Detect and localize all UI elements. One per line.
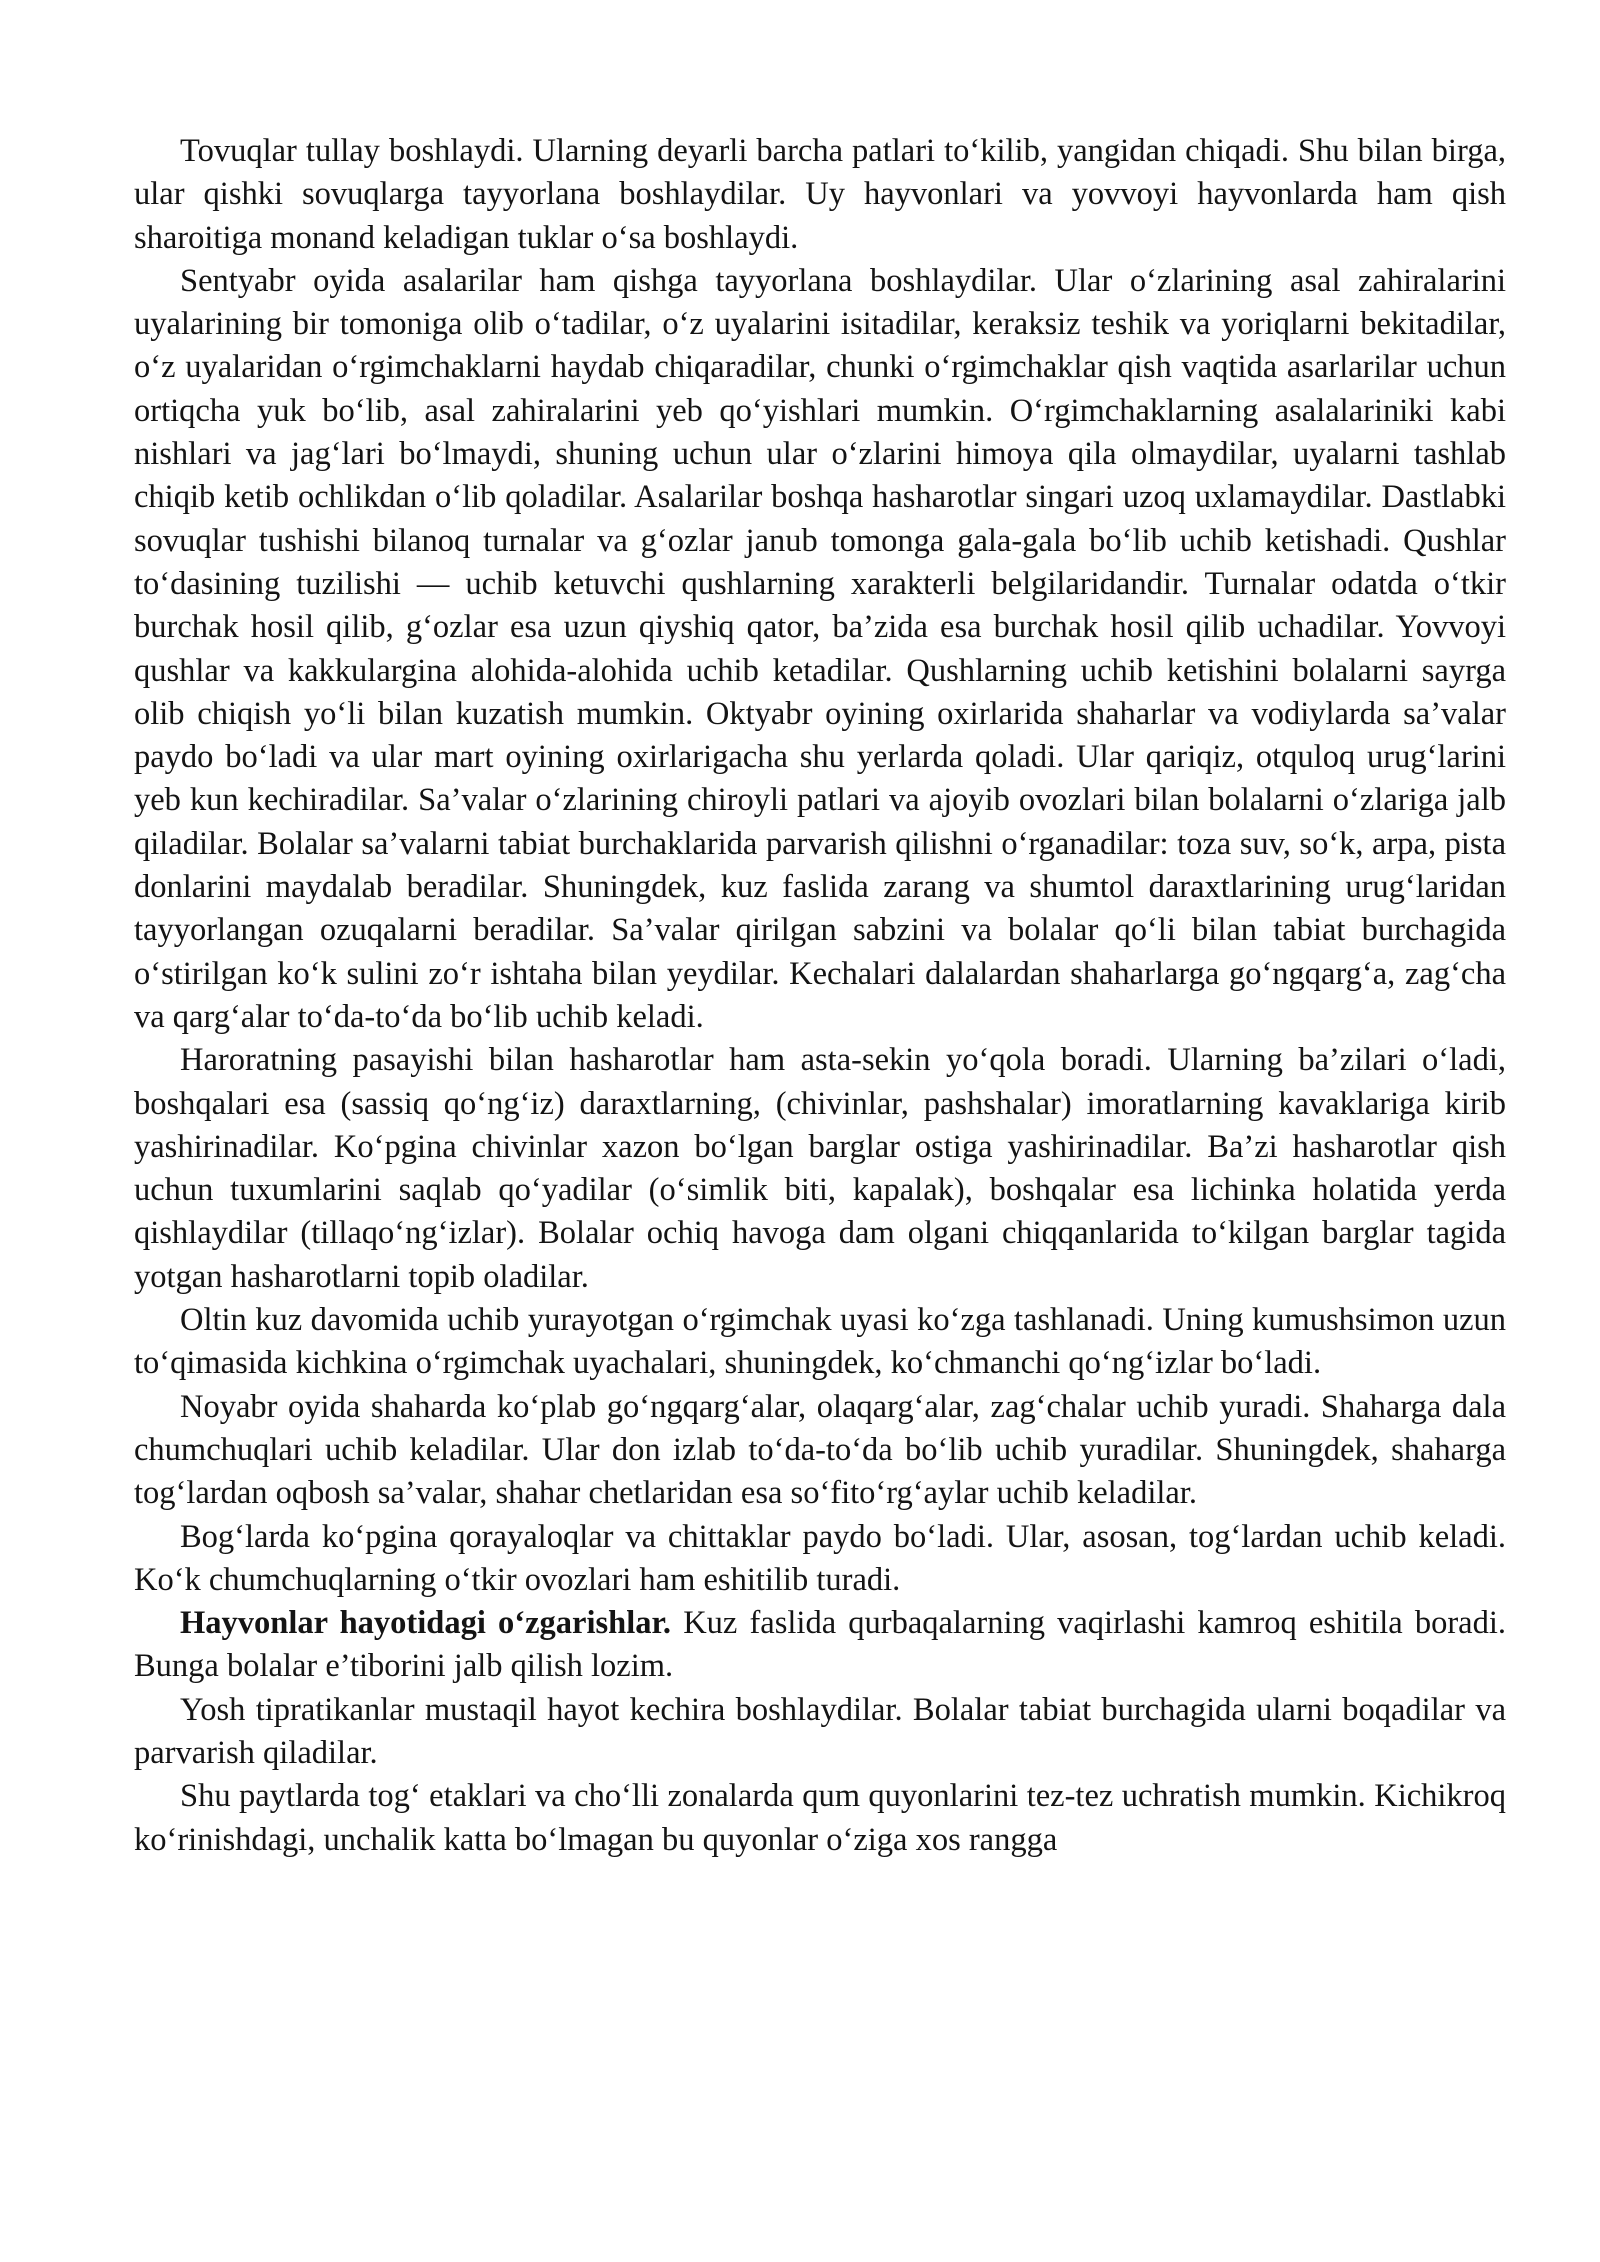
paragraph-text: Noyabr oyida shaharda ko‘plab go‘ngqarg‘alar, olaqarg‘alar, zag‘chalar uchib yuradi. Shaharga dala chumchuqlari uchib keladilar. Ular don izlab to‘da-to‘da bo‘lib uchib yuradilar. Shuningdek, shaharga tog‘lardan oqbosh sa’valar, shahar chetlaridan esa so‘fito‘rg‘aylar uchib keladilar. (134, 1388, 1506, 1512)
section-lead-heading: Hayvonlar hayotidagi o‘zgarishlar. (180, 1605, 672, 1642)
paragraph-text: Shu paytlarda tog‘ etaklari va cho‘lli zonalarda qum quyonlarini tez-tez uchratish mumkin. Kichikroq ko‘rinishdagi, unchalik katta bo‘lmagan bu quyonlar o‘ziga xos rangga (134, 1778, 1506, 1858)
paragraph-text: Sentyabr oyida asalarilar ham qishga tayyorlana boshlaydilar. Ular o‘zlarining asal zahiralarini uyalarining bir tomoniga olib o‘tadilar, o‘z uyalarini isitadilar, keraksiz teshik va yoriqlarni bekitadilar, o‘z uyalaridan o‘rgimchaklarni haydab chiqaradilar, chunki o‘rgimchaklar qish vaqtida asarlarilar uchun ortiqcha yuk bo‘lib, asal zahiralarini yeb qo‘yishlari mumkin. O‘rgimchaklarning asalalariniki kabi nishlari va jag‘lari bo‘lmaydi, shuning uchun ular o‘zlarini himoya qila olmaydilar, uyalarni tashlab chiqib ketib ochlikdan o‘lib qoladilar. Asalarilar boshqa hasharotlar singari uzoq uxlamaydilar. Dastlabki sovuqlar tushishi bilanoq turnalar va g‘ozlar janub tomonga gala-gala bo‘lib uchib ketishadi. Qushlar to‘dasining tuzilishi — uchib ketuvchi qushlarning xarakterli belgilaridandir. Turnalar odatda o‘tkir burchak hosil qilib, g‘ozlar esa uzun qiyshiq qator, ba’zida esa burchak hosil qilib uchadilar. Yovvoyi qushlar va kakkulargina alohida-alohida uchib ketadilar. Qushlarning uchib ketishini bolalarni sayrga olib chiqish yo‘li bilan kuzatish mumkin. Oktyabr oyining oxirlarida shaharlar va vodiylarda sa’valar paydo bo‘ladi va ular mart oyining oxirlarigacha shu yerlarda qoladi. Ular qariqiz, otquloq urug‘larini yeb kun kechiradilar. Sa’valar o‘zlarining chiroyli patlari va ajoyib ovozlari bilan bolalarni o‘zlariga jalb qiladilar. Bolalar sa’valarni tabiat burchaklarida parvarish qilishni o‘rganadilar: toza suv, so‘k, arpa, pista donlarini maydalab beradilar. Shuningdek, kuz faslida zarang va shumtol daraxtlarining urug‘laridan tayyorlangan ozuqalarni beradilar. Sa’valar qirilgan sabzini va bolalar qo‘li bilan tabiat burchagida o‘stirilgan ko‘k sulini zo‘r ishtaha bilan yeydilar. Kechalari dalalardan shaharlarga go‘ngqarg‘a, zag‘cha va qarg‘alar to‘da-to‘da bo‘lib uchib keladi. (134, 262, 1506, 1035)
paragraph (134, 1039, 1506, 1299)
paragraph (134, 1299, 1506, 1386)
paragraph (134, 1775, 1506, 1862)
body-text (134, 130, 1506, 1862)
paragraph (134, 130, 1506, 260)
paragraph (134, 260, 1506, 1039)
paragraph (134, 1689, 1506, 1776)
paragraph-text: Haroratning pasayishi bilan hasharotlar ham asta-sekin yo‘qola boradi. Ularning ba’zilari o‘ladi, boshqalari esa (sassiq qo‘ng‘iz) daraxtlarning, (chivinlar, pashshalar) imoratlarning kavaklariga kirib yashirinadilar. Ko‘pgina chivinlar xazon bo‘lgan barglar ostiga yashirinadilar. Ba’zi hasharotlar qish uchun tuxumlarini saqlab qo‘yadilar (o‘simlik biti, kapalak), boshqalar esa lichinka holatida yerda qishlaydilar (tillaqo‘ng‘izlar). Bolalar ochiq havoga dam olgani chiqqanlarida to‘kilgan barglar tagida yotgan hasharotlarni topib oladilar. (134, 1042, 1506, 1295)
paragraph (134, 1386, 1506, 1516)
paragraph (134, 1602, 1506, 1689)
paragraph-text: Tovuqlar tullay boshlaydi. Ularning deyarli barcha patlari to‘kilib, yangidan chiqadi. Shu bilan birga, ular qishki sovuqlarga tayyorlana boshlaydilar. Uy hayvonlari va yovvoyi hayvonlarda ham qish sharoitiga monand keladigan tuklar o‘sa boshlaydi. (134, 133, 1506, 256)
paragraph-text: Yosh tipratikanlar mustaqil hayot kechira boshlaydilar. Bolalar tabiat burchagida ularni boqadilar va parvarish qiladilar. (134, 1691, 1506, 1771)
paragraph-text: Kuz faslida qurbaqalarning vaqirlashi kamroq eshitila boradi. Bunga bolalar e’tiborini jalb qilish lozim. (134, 1605, 1506, 1685)
paragraph (134, 1516, 1506, 1603)
paragraph-text: Bog‘larda ko‘pgina qorayaloqlar va chittaklar paydo bo‘ladi. Ular, asosan, tog‘lardan uchib keladi. Ko‘k chumchuqlarning o‘tkir ovozlari ham eshitilib turadi. (134, 1518, 1506, 1598)
paragraph-text: Oltin kuz davomida uchib yurayotgan o‘rgimchak uyasi ko‘zga tashlanadi. Uning kumushsimon uzun to‘qimasida kichkina o‘rgimchak uyachalari, shuningdek, ko‘chmanchi qo‘ng‘izlar bo‘ladi. (134, 1302, 1506, 1382)
